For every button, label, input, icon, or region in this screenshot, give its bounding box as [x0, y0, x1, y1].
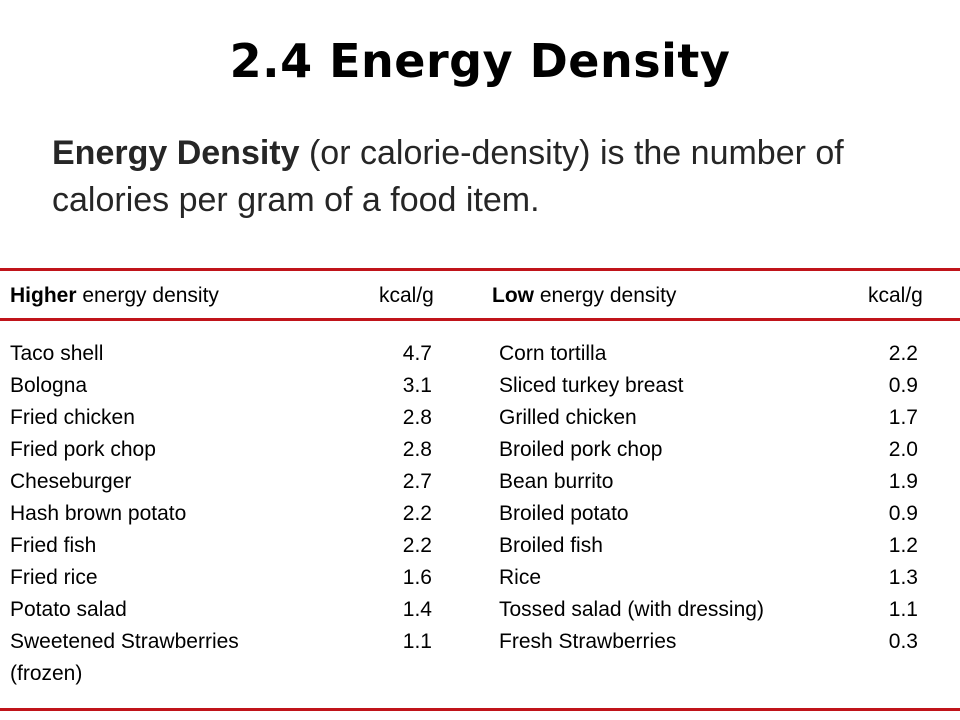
table-row: Sweetened Strawberries	[10, 630, 239, 653]
table-top-rule	[0, 268, 960, 271]
definition-rest: (or calorie-density) is the number of calories per gram of a food item.	[52, 134, 844, 219]
kcal-value: 1.1	[888, 598, 918, 621]
right-header-emphasis: Low	[492, 284, 534, 307]
table-row: Corn tortilla	[499, 342, 607, 365]
kcal-value: 0.9	[888, 374, 918, 397]
table-row: Bologna	[10, 374, 88, 397]
kcal-value: 2.8	[402, 406, 432, 429]
header-bottom-rule	[0, 318, 960, 321]
table-row: Rice	[499, 566, 542, 589]
table-row: Broiled pork chop	[499, 438, 663, 461]
kcal-value: 1.7	[888, 406, 918, 429]
kcal-value: 1.1	[402, 630, 432, 653]
right-header-unit: kcal/g	[868, 284, 923, 307]
table-row: Tossed salad (with dressing)	[499, 598, 764, 621]
right-kcal-column	[846, 338, 918, 658]
table-row: Grilled chicken	[499, 406, 637, 429]
definition-text	[52, 130, 932, 224]
right-food-column	[499, 338, 849, 658]
page-title: 2.4 Energy Density	[229, 34, 731, 88]
kcal-value: 1.9	[888, 470, 918, 493]
kcal-value: 2.8	[402, 438, 432, 461]
left-header-label	[10, 283, 219, 309]
kcal-value: 2.7	[402, 470, 432, 493]
kcal-value: 1.2	[888, 534, 918, 557]
kcal-value: 1.6	[402, 566, 432, 589]
left-header-unit: kcal/g	[379, 284, 434, 307]
kcal-value: 3.1	[402, 374, 432, 397]
right-header-label	[492, 283, 676, 309]
kcal-value: 1.4	[402, 598, 432, 621]
left-header-emphasis: Higher	[10, 284, 77, 307]
table-row: Sliced turkey breast	[499, 374, 684, 397]
table-row: Fresh Strawberries	[499, 630, 677, 653]
table-row: Broiled fish	[499, 534, 603, 557]
table-bottom-rule	[0, 708, 960, 711]
left-food-column	[10, 338, 340, 690]
table-row: Fried chicken	[10, 406, 135, 429]
right-header-rest: energy density	[534, 284, 677, 307]
table-row-continuation: (frozen)	[10, 662, 83, 685]
table-row: Taco shell	[10, 342, 104, 365]
kcal-value: 2.0	[888, 438, 918, 461]
table-row: Bean burrito	[499, 470, 614, 493]
definition-term: Energy Density	[52, 134, 300, 172]
table-row: Potato salad	[10, 598, 127, 621]
kcal-value: 2.2	[402, 534, 432, 557]
table-row: Fried rice	[10, 566, 98, 589]
table-row: Broiled potato	[499, 502, 629, 525]
table-row: Cheseburger	[10, 470, 132, 493]
kcal-value: 2.2	[402, 502, 432, 525]
table-row: Fried fish	[10, 534, 97, 557]
kcal-value: 0.3	[888, 630, 918, 653]
kcal-value: 1.3	[888, 566, 918, 589]
kcal-value: 0.9	[888, 502, 918, 525]
kcal-value: 2.2	[888, 342, 918, 365]
kcal-value: 4.7	[402, 342, 432, 365]
table-row: Fried pork chop	[10, 438, 156, 461]
left-header-rest: energy density	[76, 284, 219, 307]
table-row: Hash brown potato	[10, 502, 187, 525]
left-kcal-column	[360, 338, 432, 658]
